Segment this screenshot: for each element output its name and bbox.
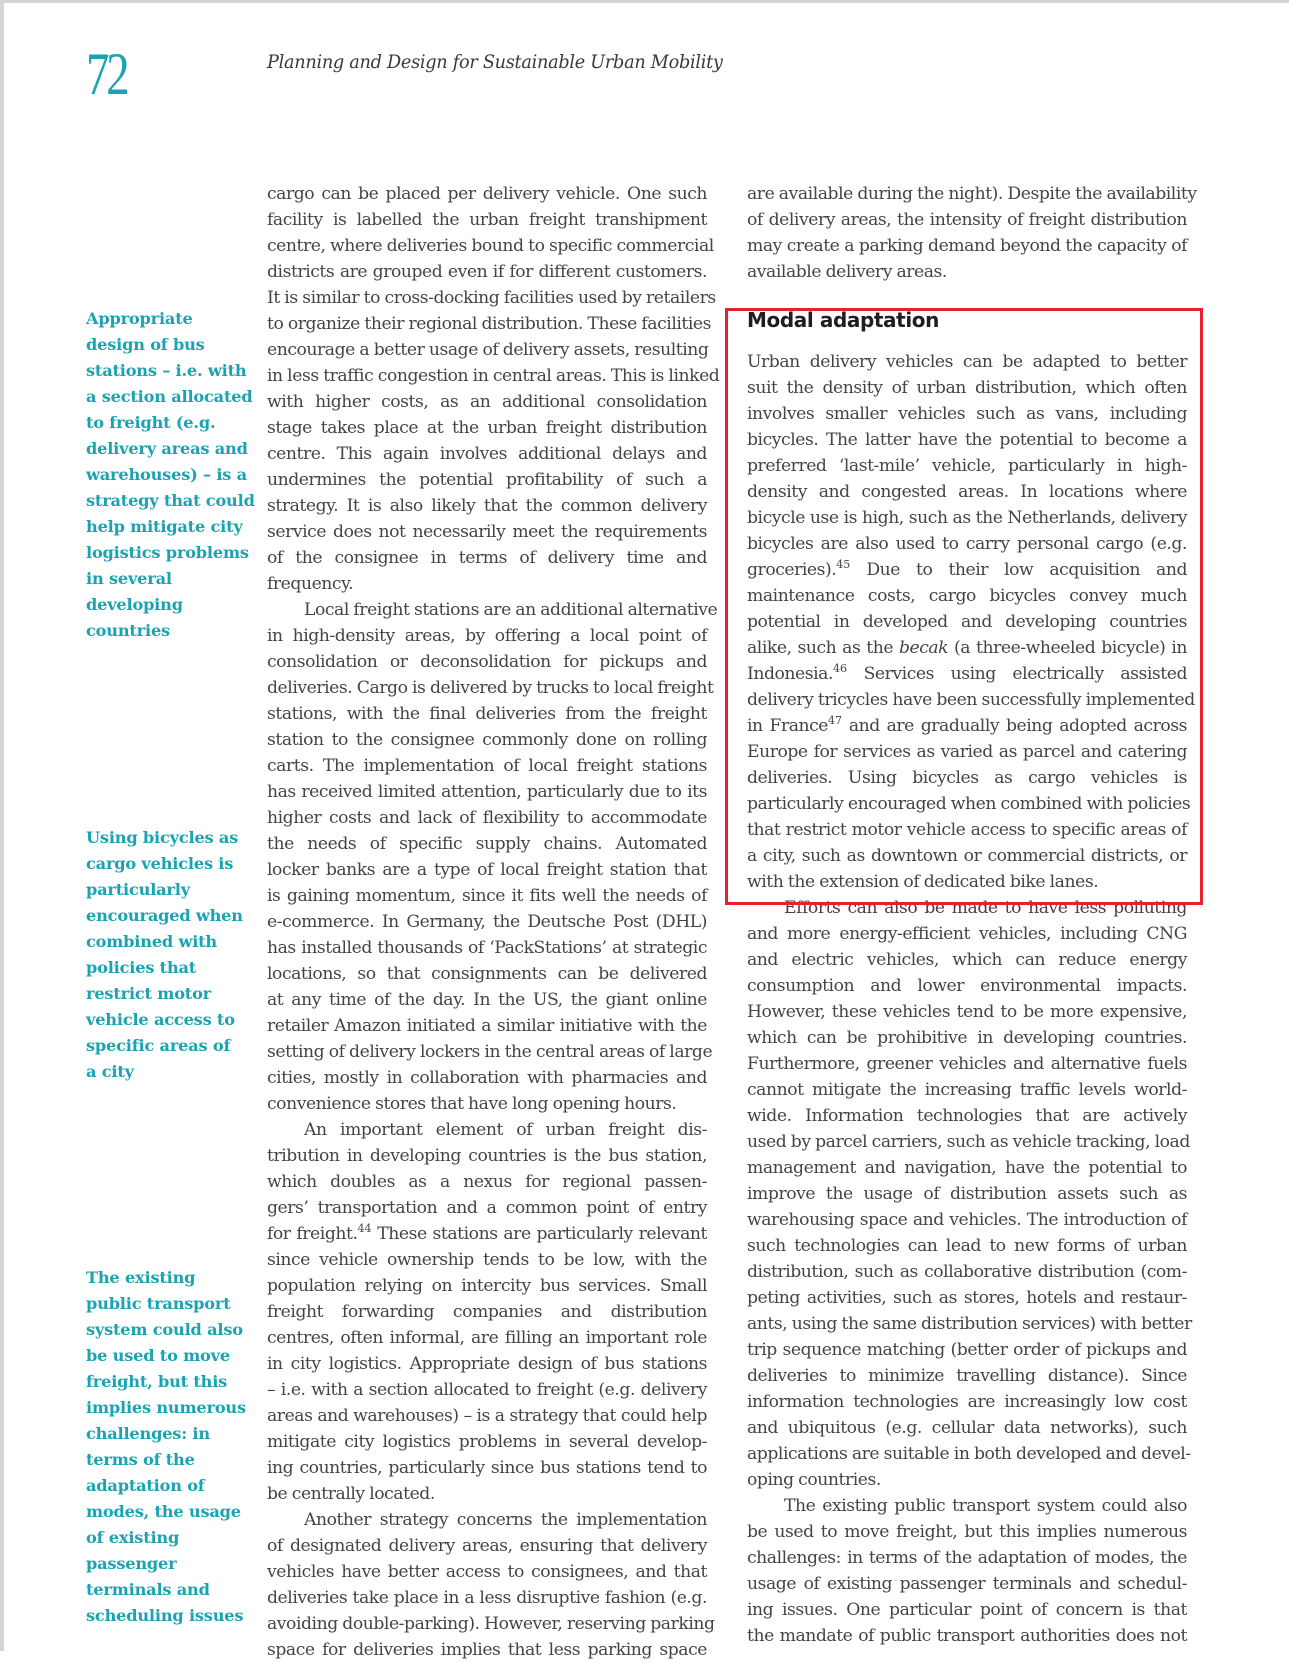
body-line: in city logistics. Appropriate design of bus stations: [267, 1354, 707, 1374]
sidenote-line: public transport: [86, 1294, 231, 1313]
body-line: at any time of the day. In the US, the giant online: [267, 990, 707, 1010]
sidenote-line: encouraged when: [86, 906, 243, 925]
body-line: The existing public transport system could also: [784, 1496, 1187, 1516]
body-line: ing issues. One particular point of concern is that: [747, 1600, 1187, 1620]
body-line: cargo can be placed per delivery vehicle. One such: [267, 184, 707, 204]
body-line: space for deliveries implies that less parking space: [267, 1640, 707, 1660]
body-line: of the consignee in terms of delivery time and: [267, 548, 707, 568]
sidenote-line: combined with: [86, 932, 218, 951]
body-line: delivery tricycles have been successfully implemented: [747, 690, 1195, 710]
footnote-ref-45[interactable]: 45: [836, 558, 851, 571]
body-line: population relying on intercity bus services. Small: [267, 1276, 707, 1296]
body-column-right: [747, 181, 1197, 1649]
body-line: suit the density of urban distribution, which often: [747, 378, 1187, 398]
body-line: information technologies are increasingly low cost: [747, 1392, 1187, 1412]
sidenote-line: be used to move: [86, 1346, 230, 1365]
body-line: which doubles as a nexus for regional passen-: [267, 1172, 707, 1192]
body-line: may create a parking demand beyond the capacity of: [747, 236, 1187, 256]
sidenote-line: a city: [86, 1062, 134, 1081]
body-line: Another strategy concerns the implementation: [304, 1510, 707, 1530]
body-line: a city, such as downtown or commercial districts, or: [747, 846, 1187, 866]
body-line: in high-density areas, by offering a local point of: [267, 626, 707, 646]
sidenote-line: countries: [86, 621, 170, 640]
sidenote-line: vehicle access to: [86, 1010, 235, 1029]
body-line: locations, so that consignments can be delivered: [267, 964, 707, 984]
body-line: be used to move freight, but this implies numerous: [747, 1522, 1187, 1542]
body-line: Europe for services as varied as parcel and catering: [747, 742, 1187, 762]
body-line: challenges: in terms of the adaptation of modes, the: [747, 1548, 1187, 1568]
sidenote-line: logistics problems: [86, 543, 249, 562]
body-column-middle: [267, 181, 720, 1663]
body-line: retailer Amazon initiated a similar initiative with the: [267, 1016, 707, 1036]
body-line: be centrally located.: [267, 1484, 435, 1504]
body-line: Urban delivery vehicles can be adapted to better: [747, 352, 1187, 372]
body-line: frequency.: [267, 574, 354, 594]
body-line: bicycles are also used to carry personal cargo (e.g.: [747, 534, 1187, 554]
sidenote-line: The existing: [86, 1268, 196, 1287]
body-line: locker banks are a type of local freight station that: [267, 860, 707, 880]
body-line: – i.e. with a section allocated to freight (e.g. delivery: [267, 1380, 707, 1400]
sidenote-line: in several: [86, 569, 172, 588]
body-line: An important element of urban freight dis-: [304, 1120, 707, 1140]
body-line: has installed thousands of ‘PackStations’ at strategic: [267, 938, 707, 958]
body-line: potential in developed and developing countries: [747, 612, 1187, 632]
sidenote-line: particularly: [86, 880, 190, 899]
body-line: of delivery areas, the intensity of freight distribution: [747, 210, 1187, 230]
body-line: peting activities, such as stores, hotels and restaur-: [747, 1288, 1187, 1308]
body-line: ing countries, particularly since bus stations tend to: [267, 1458, 707, 1478]
body-line: [747, 713, 1187, 739]
body-line: carts. The implementation of local freight stations: [267, 756, 707, 776]
body-line: centres, often informal, are filling an important role: [267, 1328, 707, 1348]
body-text: Services using electrically assisted: [863, 664, 1187, 684]
body-line: improve the usage of distribution assets such as: [747, 1184, 1187, 1204]
body-line: warehousing space and vehicles. The introduction of: [747, 1210, 1187, 1230]
sidenote-line: terms of the: [86, 1450, 195, 1469]
sidenote-line: delivery areas and: [86, 439, 248, 458]
body-line: higher costs and lack of flexibility to accommodate: [267, 808, 707, 828]
body-line: encourage a better usage of delivery assets, resulting: [267, 340, 709, 360]
body-text: (a three-wheeled bicycle) in: [948, 638, 1187, 658]
sidenote-line: developing: [86, 595, 183, 614]
body-line: mitigate city logistics problems in several develop-: [267, 1432, 707, 1452]
body-line: management and navigation, have the potential to: [747, 1158, 1187, 1178]
body-line: of designated delivery areas, ensuring that delivery: [267, 1536, 707, 1556]
body-line: with higher costs, as an additional consolidation: [267, 392, 707, 412]
body-line: bicycle use is high, such as the Netherlands, delivery: [747, 508, 1187, 528]
sidenote-line: adaptation of: [86, 1476, 205, 1495]
body-line: [747, 635, 1187, 661]
body-line: It is similar to cross-docking facilities used by retailers: [267, 288, 716, 308]
sidenote-line: strategy that could: [86, 491, 255, 510]
page-number: 72: [86, 41, 127, 107]
body-line: gers’ transportation and a common point of entry: [267, 1198, 707, 1218]
sidenote-line: of existing: [86, 1528, 180, 1547]
body-text: and are gradually being adopted across: [848, 716, 1187, 736]
sidenote-line: system could also: [86, 1320, 243, 1339]
body-line: is gaining momentum, since it fits well the needs of: [267, 886, 707, 906]
body-line: applications are suitable in both developed and devel-: [747, 1444, 1191, 1464]
sidenote-line: warehouses) – is a: [86, 465, 247, 484]
sidenote-line: implies numerous: [86, 1398, 246, 1417]
body-line: facility is labelled the urban freight transhipment: [267, 210, 707, 230]
body-line: avoiding double-parking). However, reserving parking: [267, 1614, 715, 1634]
body-line: tribution in developing countries is the bus station,: [267, 1146, 707, 1166]
body-line: areas and warehouses) – is a strategy that could help: [267, 1406, 707, 1426]
body-line: and more energy-efficient vehicles, including CNG: [747, 924, 1187, 944]
sidenote-line: challenges: in: [86, 1424, 210, 1443]
body-line: involves smaller vehicles such as vans, including: [747, 404, 1187, 424]
body-line: since vehicle ownership tends to be low, with the: [267, 1250, 707, 1270]
body-line: station to the consignee commonly done on rolling: [267, 730, 707, 750]
body-line: stations, with the final deliveries from the freight: [267, 704, 707, 724]
sidenote-line: help mitigate city: [86, 517, 243, 536]
body-line: available delivery areas.: [747, 262, 947, 282]
body-line: deliveries. Using bicycles as cargo vehicles is: [747, 768, 1187, 788]
body-line: [747, 557, 1187, 583]
body-line: are available during the night). Despite the availability: [747, 184, 1197, 204]
sidenote-line: cargo vehicles is: [86, 854, 234, 873]
body-line: used by parcel carriers, such as vehicle tracking, load: [747, 1132, 1190, 1152]
body-line: has received limited attention, particularly due to its: [267, 782, 707, 802]
body-line: cannot mitigate the increasing traffic levels world-: [747, 1080, 1187, 1100]
body-text: alike, such as the: [747, 638, 899, 658]
body-line: [267, 1221, 707, 1247]
footnote-ref-46[interactable]: 46: [832, 662, 847, 675]
sidenote-line: policies that: [86, 958, 197, 977]
body-line: undermines the potential profitability of such a: [267, 470, 707, 490]
sidenote-line: to freight (e.g.: [86, 413, 216, 432]
sidenote-line: restrict motor: [86, 984, 211, 1003]
body-line: Furthermore, greener vehicles and alternative fuels: [747, 1054, 1187, 1074]
body-line: oping countries.: [747, 1470, 881, 1490]
sidenote-line: modes, the usage: [86, 1502, 241, 1521]
body-text: groceries).: [747, 560, 837, 580]
body-line: deliveries to minimize travelling distance). Since: [747, 1366, 1187, 1386]
sidenote-line: Appropriate: [86, 309, 193, 328]
body-line: deliveries. Cargo is delivered by trucks to local freight: [267, 678, 714, 698]
body-text: for freight.: [267, 1224, 358, 1244]
footnote-ref-44[interactable]: 44: [357, 1222, 372, 1235]
sidenote-line: design of bus: [86, 335, 205, 354]
sidenote-line: freight, but this: [86, 1372, 228, 1391]
body-text: These stations are particularly relevant: [377, 1224, 707, 1244]
body-text: Due to their low acquisition and: [866, 560, 1187, 580]
body-line: strategy. It is also likely that the common delivery: [267, 496, 707, 516]
body-line: with the extension of dedicated bike lanes.: [747, 872, 1099, 892]
body-line: setting of delivery lockers in the central areas of large: [267, 1042, 713, 1062]
sidenote-public-transport: [86, 1265, 251, 1629]
body-line: preferred ‘last-mile’ vehicle, particularly in high-: [747, 456, 1187, 476]
running-header: Planning and Design for Sustainable Urban Mobility: [267, 51, 723, 73]
sidenote-line: a section allocated: [86, 387, 253, 406]
body-line: the mandate of public transport authorities does not: [747, 1626, 1187, 1646]
sidenote-line: scheduling issues: [86, 1606, 244, 1625]
body-line: that restrict motor vehicle access to specific areas of: [747, 820, 1187, 840]
sidenote-line: terminals and: [86, 1580, 210, 1599]
body-line: and electric vehicles, which can reduce energy: [747, 950, 1187, 970]
body-text: Indonesia.: [747, 664, 833, 684]
footnote-ref-47[interactable]: 47: [828, 714, 843, 727]
body-line: bicycles. The latter have the potential to become a: [747, 430, 1187, 450]
body-line: ants, using the same distribution services) with better: [747, 1314, 1192, 1334]
body-line: Local freight stations are an additional alternative: [304, 600, 718, 620]
page-frame-left: [0, 0, 4, 1651]
body-line: vehicles have better access to consignees, and that: [267, 1562, 707, 1582]
sidenote-line: specific areas of: [86, 1036, 231, 1055]
page-frame-top: [0, 0, 1289, 3]
sidenote-line: Using bicycles as: [86, 828, 239, 847]
body-line: distribution, such as collaborative distribution (com-: [747, 1262, 1187, 1282]
body-line: service does not necessarily meet the requirements: [267, 522, 707, 542]
body-line: deliveries take place in a less disruptive fashion (e.g.: [267, 1588, 707, 1608]
body-line: and ubiquitous (e.g. cellular data networks), such: [747, 1418, 1187, 1438]
body-line: However, these vehicles tend to be more expensive,: [747, 1002, 1187, 1022]
body-line: the needs of specific supply chains. Automated: [267, 834, 707, 854]
body-line: cities, mostly in collaboration with pharmacies and: [267, 1068, 707, 1088]
italic-term-becak: becak: [898, 638, 949, 658]
body-line: e-commerce. In Germany, the Deutsche Post (DHL): [267, 912, 707, 932]
body-line: to organize their regional distribution. These facilities: [267, 314, 712, 334]
body-line: trip sequence matching (better order of pickups and: [747, 1340, 1187, 1360]
body-text: in France: [747, 716, 829, 736]
body-line: convenience stores that have long opening hours.: [267, 1094, 677, 1114]
body-line: maintenance costs, cargo bicycles convey much: [747, 586, 1187, 606]
sidenote-line: stations – i.e. with: [86, 361, 247, 380]
body-line: in less traffic congestion in central areas. This is linked: [267, 366, 720, 386]
body-line: stage takes place at the urban freight distribution: [267, 418, 707, 438]
body-line: [747, 661, 1187, 687]
body-line: districts are grouped even if for different customers.: [267, 262, 707, 282]
body-line: consumption and lower environmental impacts.: [747, 976, 1187, 996]
body-line: freight forwarding companies and distribution: [267, 1302, 707, 1322]
body-line: wide. Information technologies that are actively: [747, 1106, 1187, 1126]
body-line: particularly encouraged when combined with policies: [747, 794, 1191, 814]
body-line: Efforts can also be made to have less polluting: [784, 898, 1187, 918]
sidenote-bus-stations: [86, 306, 255, 644]
section-heading-modal-adaptation: Modal adaptation: [747, 308, 939, 332]
body-line: such technologies can lead to new forms of urban: [747, 1236, 1187, 1256]
body-line: usage of existing passenger terminals and schedul-: [747, 1574, 1187, 1594]
body-line: density and congested areas. In locations where: [747, 482, 1187, 502]
body-line: centre, where deliveries bound to specific commercial: [267, 236, 714, 256]
body-line: which can be prohibitive in developing countries.: [747, 1028, 1187, 1048]
body-line: consolidation or deconsolidation for pickups and: [267, 652, 707, 672]
sidenote-bicycles: [86, 825, 251, 1085]
body-line: centre. This again involves additional delays and: [267, 444, 707, 464]
sidenote-line: passenger: [86, 1554, 177, 1573]
